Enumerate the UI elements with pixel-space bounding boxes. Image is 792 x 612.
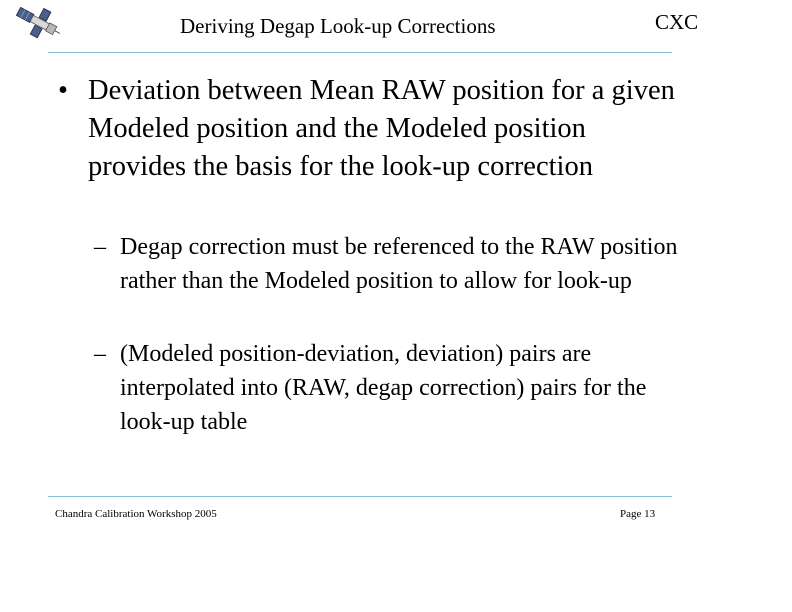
satellite-icon: [14, 4, 64, 44]
sub-bullet-text: Degap correction must be referenced to the RAW position rather than the Modeled position to allow for look-up: [120, 234, 678, 294]
slide-title: Deriving Degap Look-up Corrections: [180, 14, 496, 38]
sub-bullet: [94, 230, 694, 298]
footer-divider: [48, 496, 672, 497]
main-bullet-text: Deviation between Mean RAW position for a given Modeled position and the Modeled position provides the basis for the look-up correction: [88, 75, 675, 182]
header-divider: [48, 52, 672, 53]
sub-bullet-marker: –: [94, 341, 106, 367]
sub-bullet-marker: –: [94, 234, 106, 260]
main-bullet: [58, 72, 678, 186]
footer-workshop: Chandra Calibration Workshop 2005: [55, 508, 217, 520]
org-label: CXC: [655, 10, 699, 34]
sub-bullet: [94, 337, 694, 439]
bullet-marker: •: [58, 75, 68, 106]
sub-bullet-text: (Modeled position-deviation, deviation) pairs are interpolated into (RAW, degap correction) pairs for the look-up table: [120, 341, 647, 435]
footer-page-number: Page 13: [620, 508, 656, 520]
